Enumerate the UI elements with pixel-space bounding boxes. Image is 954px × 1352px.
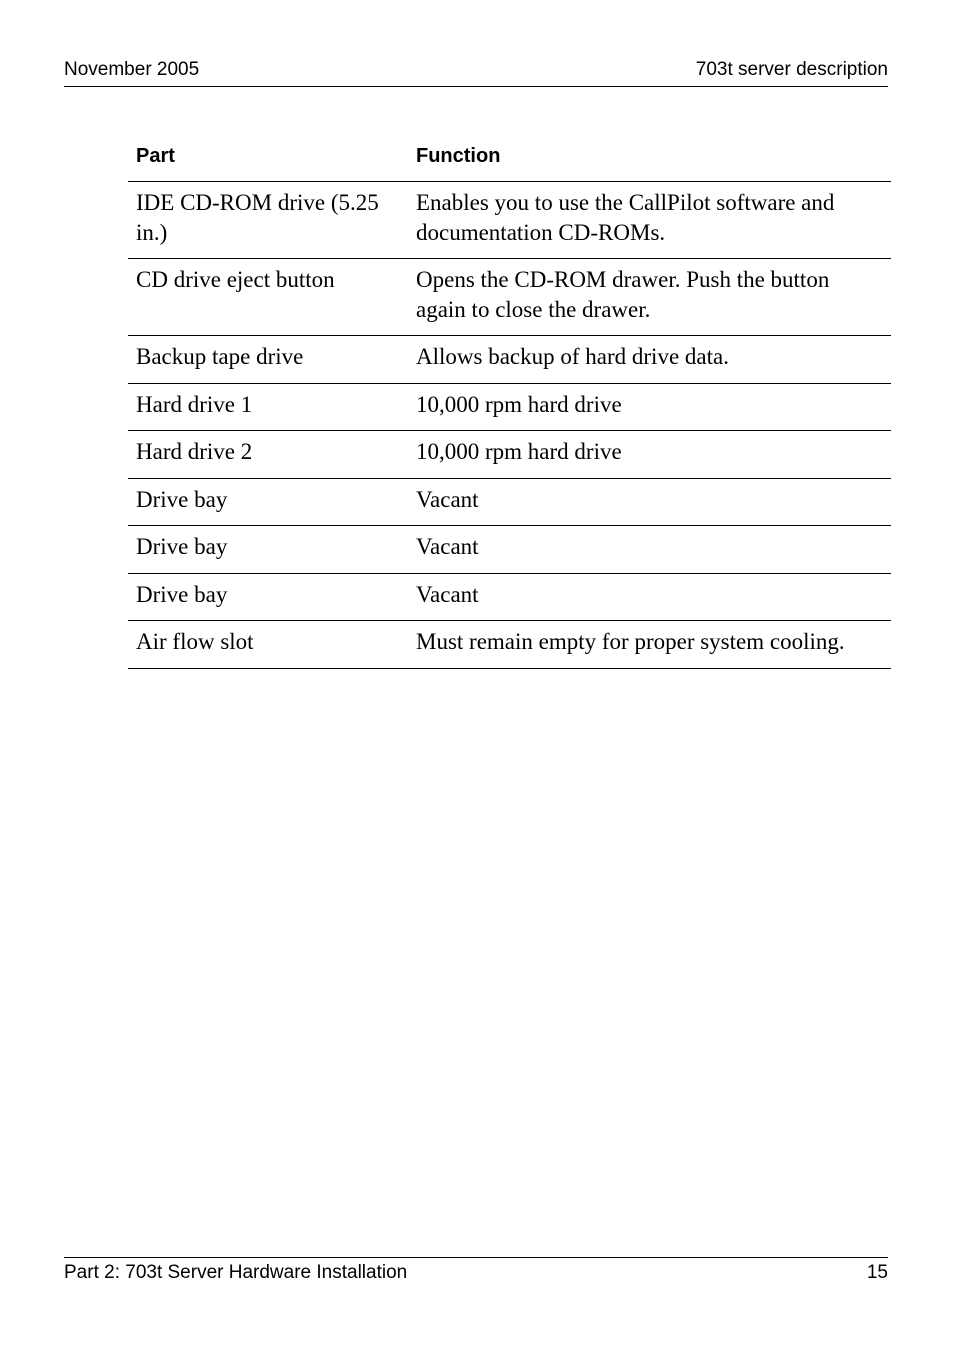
table-header-row xyxy=(128,136,891,182)
table-row xyxy=(128,478,891,526)
table-row xyxy=(128,336,891,384)
table-row xyxy=(128,621,891,669)
header-section-title: 703t server description xyxy=(695,59,888,80)
cell-function: Vacant xyxy=(408,526,891,574)
cell-part: IDE CD-ROM drive (5.25 in.) xyxy=(128,182,408,259)
cell-function: Vacant xyxy=(408,573,891,621)
cell-function: 10,000 rpm hard drive xyxy=(408,383,891,431)
cell-part: Drive bay xyxy=(128,478,408,526)
cell-function: Allows backup of hard drive data. xyxy=(408,336,891,384)
footer-part-title: Part 2: 703t Server Hardware Installation xyxy=(64,1262,408,1283)
cell-part: CD drive eject button xyxy=(128,259,408,336)
column-header-part: Part xyxy=(128,136,408,182)
cell-function: 10,000 rpm hard drive xyxy=(408,431,891,479)
table-row xyxy=(128,383,891,431)
cell-part: Drive bay xyxy=(128,573,408,621)
parts-function-table xyxy=(128,136,891,669)
page-number: 15 xyxy=(866,1262,888,1283)
running-header xyxy=(64,58,888,87)
cell-part: Backup tape drive xyxy=(128,336,408,384)
cell-function: Vacant xyxy=(408,478,891,526)
table-row xyxy=(128,573,891,621)
cell-function: Enables you to use the CallPilot software and documentation CD-ROMs. xyxy=(408,182,891,259)
cell-part: Drive bay xyxy=(128,526,408,574)
running-footer xyxy=(64,1257,888,1283)
table-row xyxy=(128,431,891,479)
column-header-function: Function xyxy=(408,136,891,182)
table-row xyxy=(128,182,891,259)
table-row xyxy=(128,259,891,336)
cell-function: Opens the CD-ROM drawer. Push the button again to close the drawer. xyxy=(408,259,891,336)
header-date: November 2005 xyxy=(64,59,200,80)
cell-part: Hard drive 2 xyxy=(128,431,408,479)
cell-part: Hard drive 1 xyxy=(128,383,408,431)
cell-function: Must remain empty for proper system cooling. xyxy=(408,621,891,669)
table-row xyxy=(128,526,891,574)
cell-part: Air flow slot xyxy=(128,621,408,669)
